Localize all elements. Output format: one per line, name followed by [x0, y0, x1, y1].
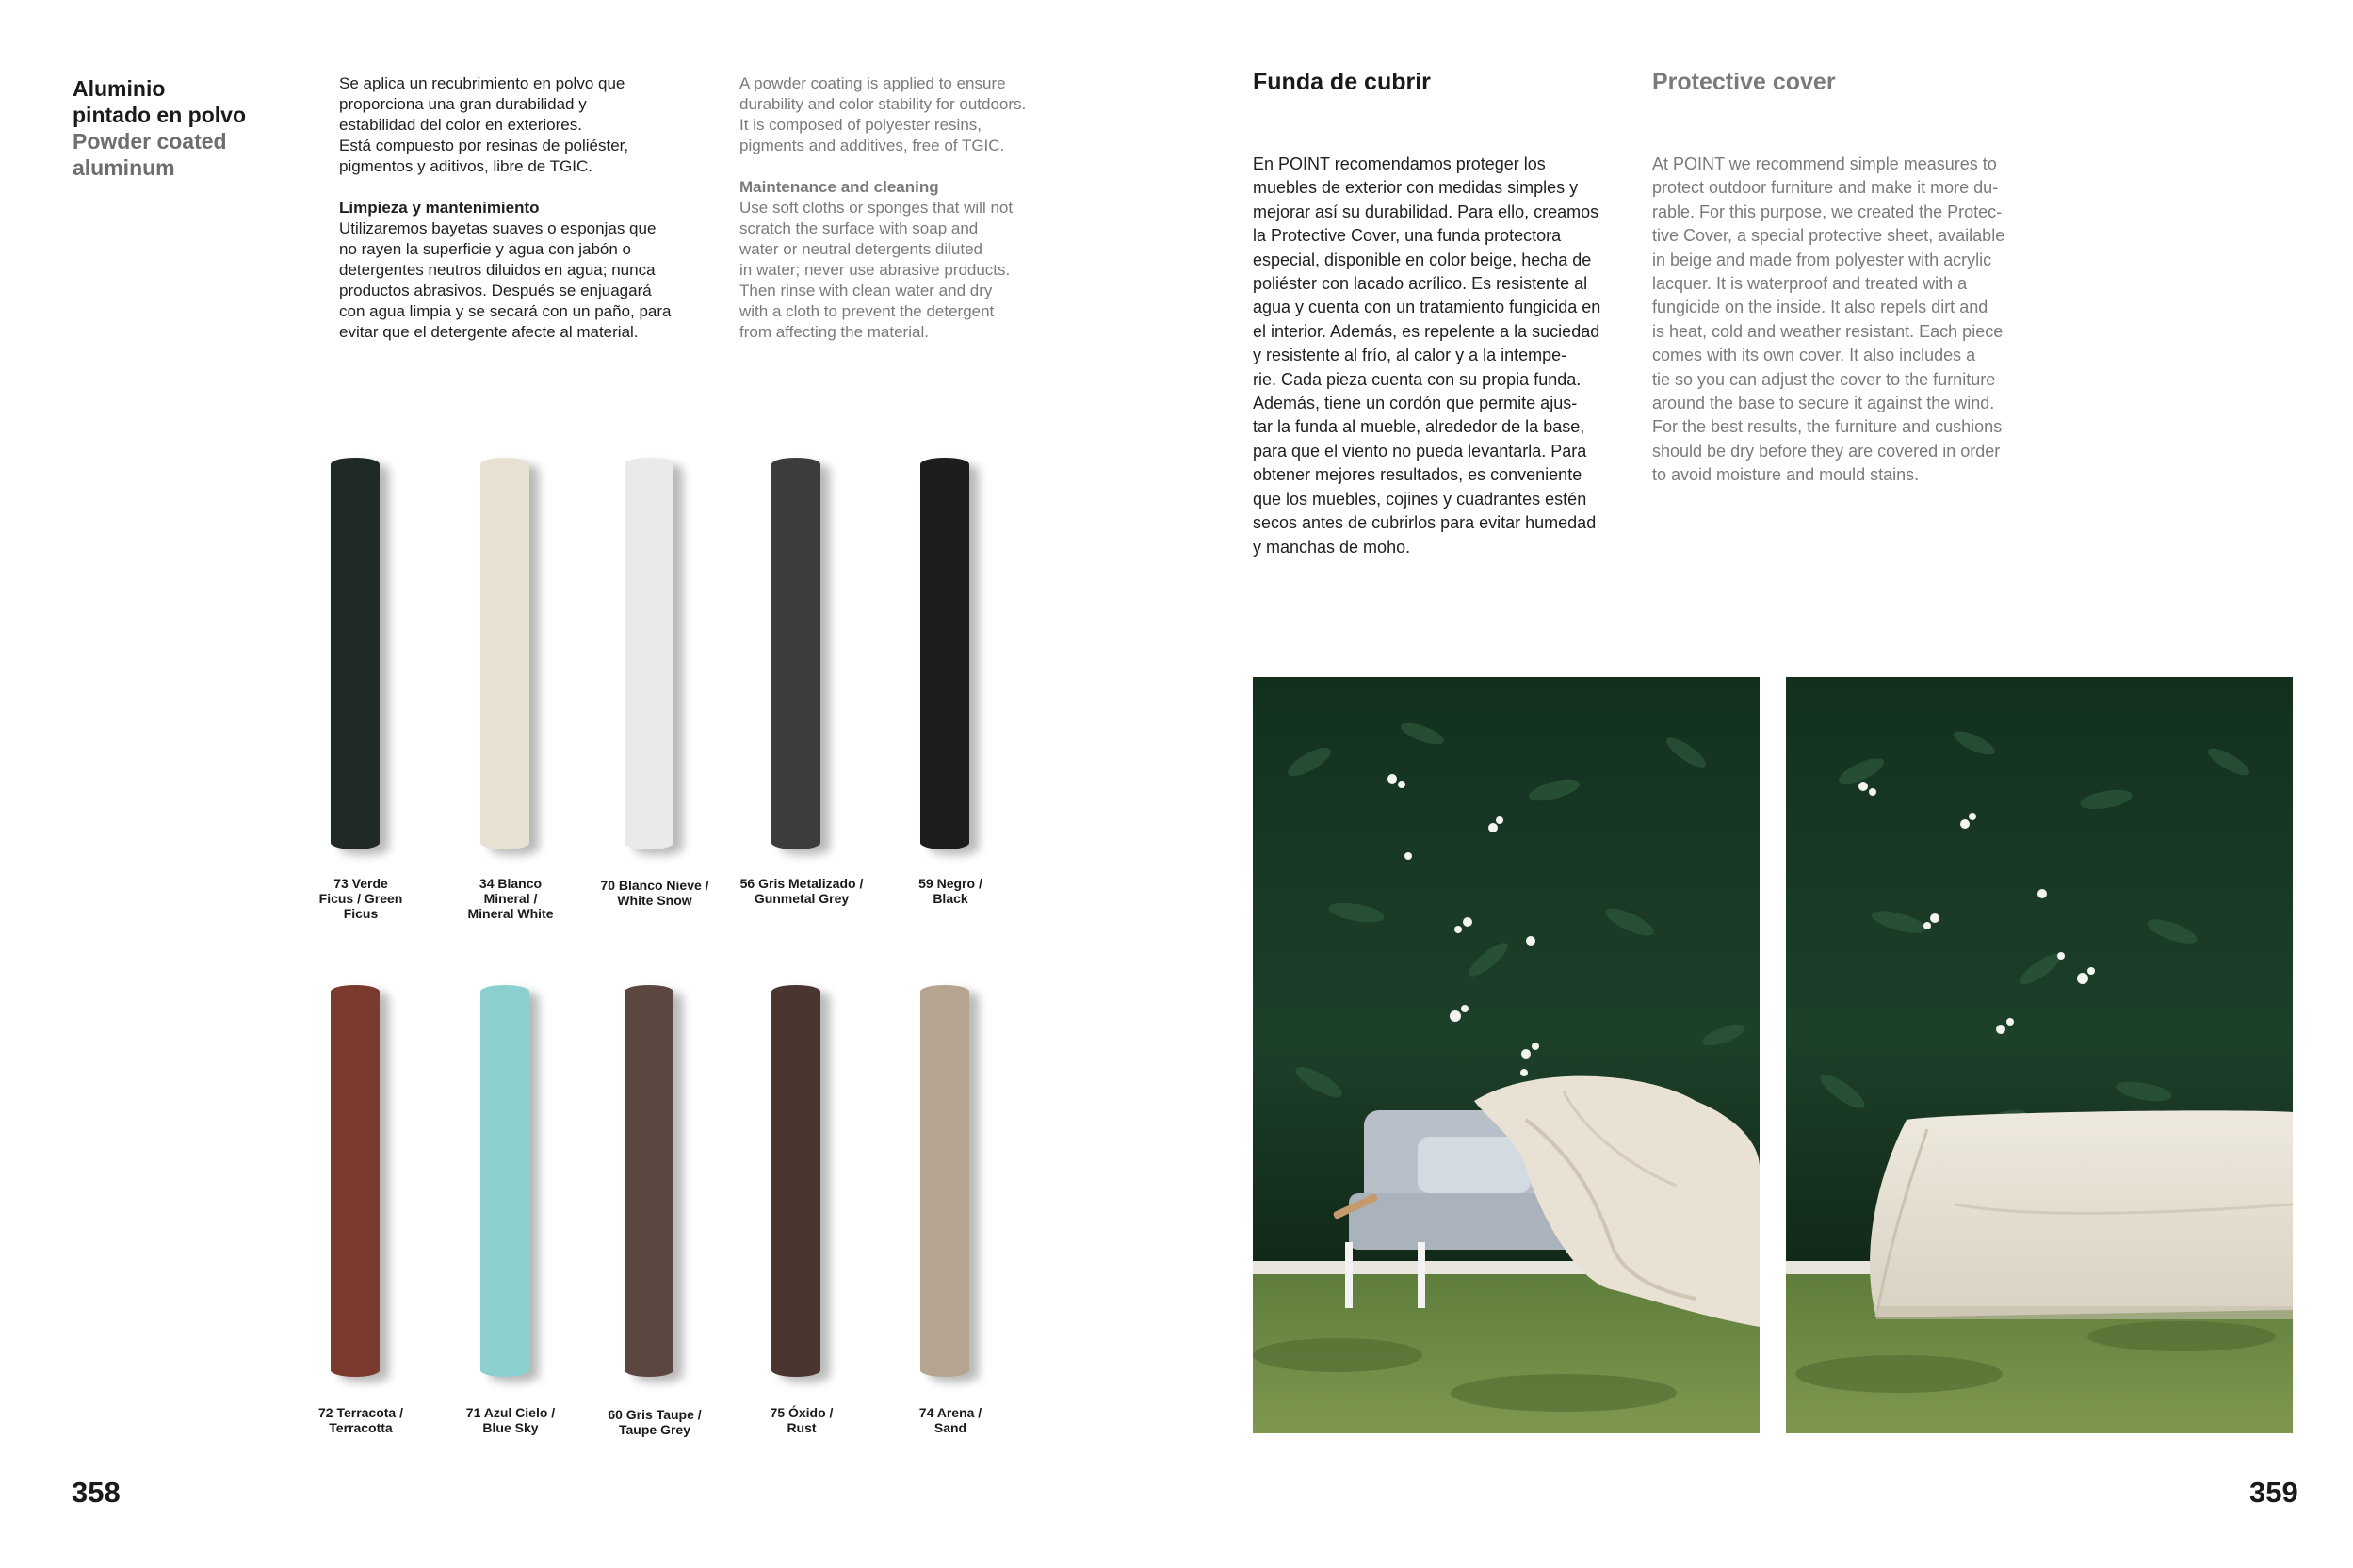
text-line: tive Cover, a special protective sheet, available	[1652, 226, 2005, 246]
text-line: obtener mejores resultados, es conveniente	[1253, 465, 1582, 485]
photo-sofa-fully-covered	[1786, 677, 2293, 1433]
swatch-label	[435, 1405, 586, 1435]
color-swatch	[480, 985, 529, 1377]
label-line: 70 Blanco Nieve /	[600, 878, 709, 893]
color-swatch	[331, 458, 380, 849]
text-line: con agua limpia y se secará con un paño, para	[339, 302, 672, 320]
text-line: mejorar así su durabilidad. Para ello, creamos	[1253, 202, 1599, 221]
text-line: Utilizaremos bayetas suaves o esponjas que	[339, 219, 657, 237]
text-line: detergentes neutros diluidos en agua; nunca	[339, 261, 656, 279]
label-line: Terracotta	[329, 1420, 393, 1435]
label-line: 72 Terracota /	[317, 1405, 403, 1420]
text-line: Además, tiene un cordón que permite ajus-	[1253, 394, 1578, 413]
label-line: Ficus	[343, 906, 379, 921]
text-line: el interior. Además, es repelente a la suciedad	[1253, 321, 1600, 341]
text-line: tar la funda al mueble, alrededor de la base,	[1253, 417, 1585, 437]
text-line: pigments and additives, free of TGIC.	[739, 137, 1005, 154]
text-line: rable. For this purpose, we created the Protec-	[1652, 202, 2003, 221]
text-line: En POINT recomendamos proteger los	[1253, 154, 1546, 173]
text-line: para que el viento no pueda levantarla. Para	[1253, 441, 1587, 461]
description-es	[339, 73, 725, 177]
text-line: around the base to secure it against the wind.	[1652, 394, 1995, 413]
text-line: agua y cuenta con un tratamiento fungicida en	[1253, 298, 1601, 317]
text-line: For the best results, the furniture and cushions	[1652, 417, 2003, 437]
text-line: evitar que el detergente afecte al material.	[339, 323, 639, 341]
text-line: scratch the surface with soap and	[739, 219, 979, 237]
title-en-line1: Powder coated	[73, 129, 227, 154]
photo-illustration	[1253, 677, 1760, 1433]
label-line: 60 Gris Taupe /	[608, 1407, 702, 1422]
text-line: in water; never use abrasive products.	[739, 261, 1011, 279]
text-line: Se aplica un recubrimiento en polvo que	[339, 74, 625, 92]
label-line: Black	[933, 891, 968, 906]
text-line: y manchas de moho.	[1253, 537, 1411, 557]
text-line: At POINT we recommend simple measures to	[1652, 154, 1997, 173]
text-line: rie. Cada pieza cuenta con su propia funda.	[1253, 369, 1582, 389]
color-swatch	[771, 985, 820, 1377]
description-en	[739, 73, 1116, 156]
label-line: Gunmetal Grey	[754, 891, 850, 906]
title-en-line2: aluminum	[73, 155, 175, 180]
label-line: Ficus / Green	[318, 891, 403, 906]
color-swatch	[480, 458, 529, 849]
page-number-right: 359	[2249, 1476, 2298, 1509]
text-line: especial, disponible en color beige, hecha de	[1253, 250, 1592, 269]
page-number-left: 358	[72, 1476, 121, 1509]
text-line: in beige and made from polyester with acrylic	[1652, 250, 1992, 269]
swatch-label	[875, 876, 1026, 906]
swatch-label	[726, 876, 877, 906]
color-swatch	[771, 458, 820, 849]
text-line: comes with its own cover. It also includes a	[1652, 346, 1976, 365]
label-line: White Snow	[617, 893, 692, 908]
text-line: should be dry before they are covered in order	[1652, 441, 2001, 461]
cleaning-en	[739, 198, 1116, 343]
photo-illustration	[1786, 677, 2293, 1433]
swatch-label	[435, 876, 586, 921]
text-line: Está compuesto por resinas de poliéster,	[339, 137, 629, 154]
text-line: A powder coating is applied to ensure	[739, 74, 1006, 92]
text-line: no rayen la superficie y agua con jabón o	[339, 240, 631, 258]
label-line: Blue Sky	[482, 1420, 539, 1435]
cleaning-title-en: Maintenance and cleaning	[739, 178, 939, 196]
swatch-label	[579, 878, 730, 908]
title-es-line2: pintado en polvo	[73, 103, 246, 127]
description-es-column	[339, 73, 725, 343]
label-line: 34 Blanco	[479, 876, 543, 891]
photo-sofa-partially-covered	[1253, 677, 1760, 1433]
label-line: 59 Negro /	[918, 876, 982, 891]
text-line: que los muebles, cojines y cuadrantes estén	[1253, 489, 1587, 509]
material-heading	[73, 75, 317, 181]
label-line: Mineral /	[483, 891, 538, 906]
label-line: 71 Azul Cielo /	[465, 1405, 556, 1420]
text-line: lacquer. It is waterproof and treated with a	[1652, 274, 1968, 294]
text-line: is heat, cold and weather resistant. Each piece	[1652, 321, 2004, 341]
text-line: Use soft cloths or sponges that will not	[739, 199, 1014, 217]
color-swatch	[920, 985, 969, 1377]
cover-title-es: Funda de cubrir	[1253, 69, 1431, 95]
swatch-label	[285, 1405, 436, 1435]
swatch-label	[579, 1407, 730, 1437]
label-line: 56 Gris Metalizado /	[739, 876, 864, 891]
text-line: from affecting the material.	[739, 323, 929, 341]
label-line: 75 Óxido /	[770, 1405, 834, 1420]
cover-body-es	[1253, 153, 1639, 559]
text-line: estabilidad del color en exteriores.	[339, 116, 582, 134]
swatch-label	[285, 876, 436, 921]
swatch-label	[875, 1405, 1026, 1435]
label-line: 74 Arena /	[918, 1405, 982, 1420]
label-line: Rust	[787, 1420, 817, 1435]
label-line: 73 Verde	[333, 876, 388, 891]
text-line: y resistente al frío, al calor y a la intempe-	[1253, 346, 1567, 365]
text-line: tie so you can adjust the cover to the furniture	[1652, 369, 1996, 389]
cleaning-es	[339, 218, 725, 343]
text-line: secos antes de cubrirlos para evitar humedad	[1253, 513, 1597, 533]
label-line: Mineral White	[467, 906, 554, 921]
text-line: poliéster con lacado acrílico. Es resistente al	[1253, 274, 1588, 294]
swatch-label	[726, 1405, 877, 1435]
color-swatch	[625, 458, 673, 849]
label-line: Sand	[933, 1420, 967, 1435]
text-line: fungicide on the inside. It also repels dirt and	[1652, 298, 1988, 317]
cleaning-title-es: Limpieza y mantenimiento	[339, 199, 540, 217]
text-line: pigmentos y aditivos, libre de TGIC.	[339, 157, 592, 175]
text-line: to avoid moisture and mould stains.	[1652, 465, 1920, 485]
text-line: protect outdoor furniture and make it more du-	[1652, 178, 1999, 198]
title-es-line1: Aluminio	[73, 76, 166, 101]
text-line: proporciona una gran durabilidad y	[339, 95, 587, 113]
text-line: with a cloth to prevent the detergent	[739, 302, 995, 320]
cover-body-en	[1652, 153, 2038, 488]
text-line: water or neutral detergents diluted	[739, 240, 982, 258]
text-line: productos abrasivos. Después se enjuagará	[339, 282, 652, 299]
text-line: muebles de exterior con medidas simples y	[1253, 178, 1579, 198]
color-swatch	[331, 985, 380, 1377]
text-line: Then rinse with clean water and dry	[739, 282, 993, 299]
label-line: Taupe Grey	[619, 1422, 690, 1437]
color-swatch	[920, 458, 969, 849]
text-line: la Protective Cover, una funda protectora	[1253, 226, 1562, 246]
description-en-column	[739, 73, 1116, 343]
cover-title-en: Protective cover	[1652, 69, 1836, 95]
text-line: durability and color stability for outdoors.	[739, 95, 1027, 113]
color-swatch	[625, 985, 673, 1377]
text-line: It is composed of polyester resins,	[739, 116, 982, 134]
